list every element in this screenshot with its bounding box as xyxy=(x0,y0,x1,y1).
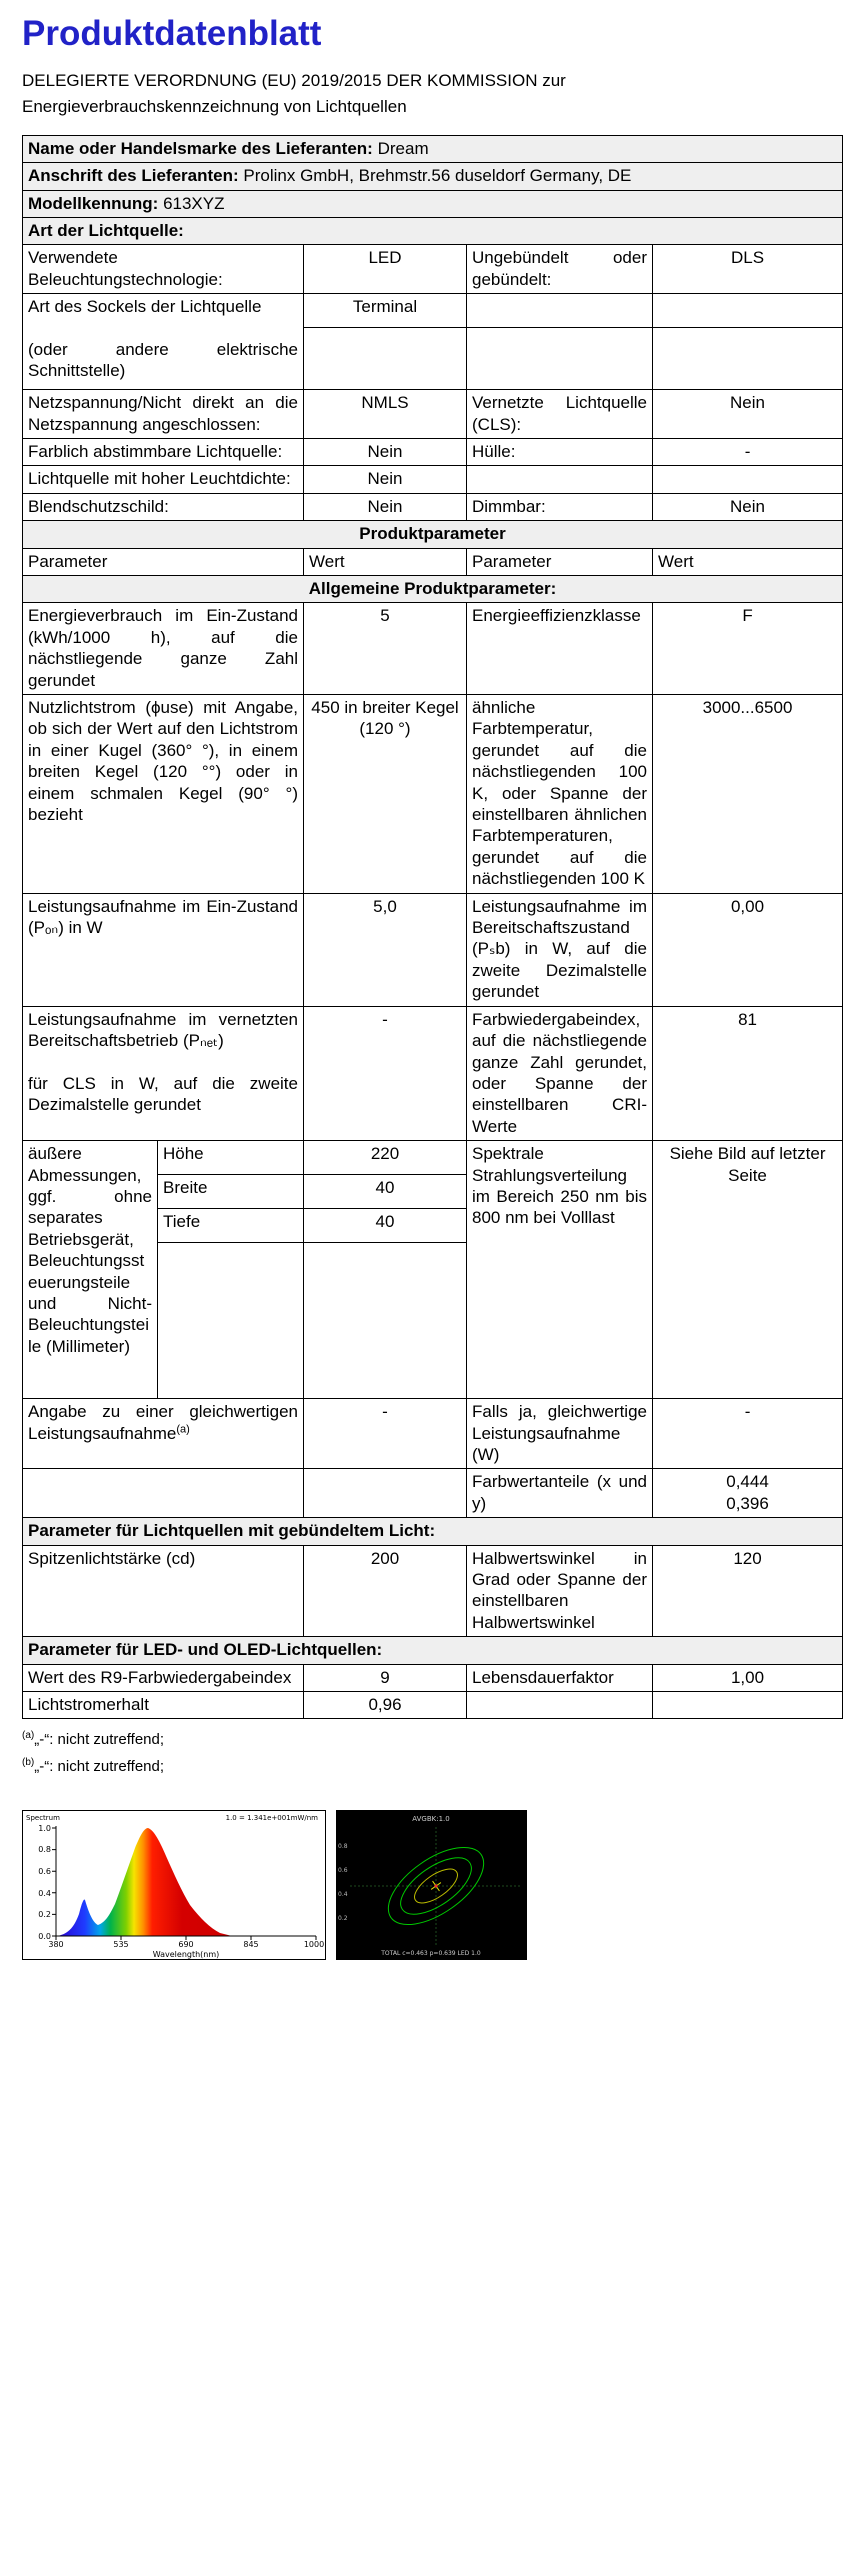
cct-label: ähnliche Farbtemperatur, gerundet auf die nächstliegenden 100 K, oder Spanne der einstellbaren ähnlichen Farbtemperaturen, gerundet auf die nächstliegenden 100 K xyxy=(467,695,653,894)
technology-row xyxy=(23,245,843,294)
product-parameters-title-row xyxy=(23,521,843,548)
page-title: Produktdatenblatt xyxy=(22,14,322,53)
width-value: 40 xyxy=(304,1175,467,1209)
model-id-cell xyxy=(23,190,843,217)
model-id-value: 613XYZ xyxy=(163,193,225,213)
r9-row xyxy=(23,1664,843,1691)
on-mode-power-value: 5,0 xyxy=(304,893,467,1006)
footnote-b-text: „-“: nicht zutreffend; xyxy=(34,1757,165,1775)
equivalent-power-label xyxy=(23,1399,304,1469)
networked-standby-value: - xyxy=(304,1006,467,1140)
peak-intensity-value: 200 xyxy=(304,1545,467,1637)
socket-label-line1: Art des Sockels der Lichtquelle xyxy=(28,297,262,317)
type-section-header: Art der Lichtquelle: xyxy=(23,217,843,244)
mains-value: NMLS xyxy=(304,390,467,439)
empty-cell xyxy=(304,328,467,390)
lifetime-factor-label: Lebensdauerfaktor xyxy=(467,1664,653,1691)
empty-cell xyxy=(653,294,843,328)
spectrum-ytick-3: 0.4 xyxy=(38,1888,51,1898)
envelope-label: Hülle: xyxy=(467,438,653,465)
empty-cell xyxy=(653,1692,843,1719)
column-headers-row xyxy=(23,548,843,575)
spectral-distribution-label: Spektrale Strahlungsverteilung im Bereich 250 nm bis 800 nm bei Volllast xyxy=(467,1141,653,1399)
spectrum-ytick-2: 0.6 xyxy=(38,1866,51,1876)
width-label: Breite xyxy=(158,1175,304,1209)
useful-flux-value: 450 in breiter Kegel (120 °) xyxy=(304,695,467,894)
socket-row xyxy=(23,294,843,328)
useful-flux-row xyxy=(23,695,843,894)
model-id-label: Modellkennung: xyxy=(28,193,159,213)
column-header-value-1: Wert xyxy=(304,548,467,575)
equivalent-power-footnote-mark: (a) xyxy=(176,1422,190,1435)
chromaticity-label: Farbwertanteile (x und y) xyxy=(467,1469,653,1518)
networked-standby-label-line1: Leistungsaufnahme im vernetzten Bereitschaftsbetrieb (Pₙₑₜ) xyxy=(28,1009,298,1051)
supplier-address-label: Anschrift des Lieferanten: xyxy=(28,166,239,186)
chromaticity-row xyxy=(23,1469,843,1518)
empty-cell xyxy=(467,466,653,493)
spectrum-ytick-5: 0.0 xyxy=(38,1931,51,1941)
socket-value: Terminal xyxy=(304,294,467,328)
footnote-b xyxy=(22,1754,842,1780)
product-parameters-title: Produktparameter xyxy=(23,521,843,548)
empty-cell xyxy=(304,1243,467,1399)
chromaticity-x: 0,444 xyxy=(726,1472,769,1492)
footnote-a-mark: (a) xyxy=(22,1730,35,1742)
figures-row xyxy=(22,1810,842,1960)
tunable-label: Farblich abstimmbare Lichtquelle: xyxy=(23,438,304,465)
cls-label: Vernetzte Lichtquelle (CLS): xyxy=(467,390,653,439)
model-id-row xyxy=(23,190,843,217)
supplier-address-value: Prolinx GmbH, Brehmstr.56 duseldorf Germany, DE xyxy=(243,166,632,186)
bundled-label: Ungebündelt oder gebündelt: xyxy=(467,245,653,294)
supplier-name-label: Name oder Handelsmarke des Lieferanten: xyxy=(28,138,373,158)
socket-label-line2: (oder andere elektrische Schnittstelle) xyxy=(28,339,298,380)
column-header-parameter-1: Parameter xyxy=(23,548,304,575)
technology-value: LED xyxy=(304,245,467,294)
directional-section-header-row xyxy=(23,1518,843,1545)
led-section-header: Parameter für LED- und OLED-Lichtquellen: xyxy=(23,1637,843,1664)
useful-flux-label: Nutzlichtstrom (ϕuse) mit Angabe, ob sich der Wert auf den Lichtstrom in einer Kugel (360° °), in einem breiten Kegel (120 °°) oder in einem schmalen Kegel (90° °) bezieht xyxy=(23,695,304,894)
beam-axis-label-1: 0.6 xyxy=(338,1866,348,1874)
glare-shield-row xyxy=(23,493,843,520)
equivalent-power-value: - xyxy=(304,1399,467,1469)
lumen-maintenance-label: Lichtstromerhalt xyxy=(23,1692,304,1719)
peak-intensity-label: Spitzenlichtstärke (cd) xyxy=(23,1545,304,1637)
supplier-name-value: Dream xyxy=(377,138,429,158)
regulation-subtitle-line2: Energieverbrauchskennzeichnung von Lichtquellen xyxy=(22,97,407,117)
general-parameters-header-row xyxy=(23,575,843,602)
energy-consumption-value: 5 xyxy=(304,603,467,695)
supplier-name-cell xyxy=(23,135,843,162)
beam-axis-label-3: 0.2 xyxy=(338,1914,348,1922)
beam-chart-title: AVGBK:1.0 xyxy=(412,1814,450,1823)
glare-shield-label: Blendschutzschild: xyxy=(23,493,304,520)
r9-label: Wert des R9-Farbwiedergabeindex xyxy=(23,1664,304,1691)
mains-row xyxy=(23,390,843,439)
networked-standby-row xyxy=(23,1006,843,1140)
footnotes xyxy=(22,1727,842,1780)
spectrum-xtick-2: 690 xyxy=(178,1939,194,1949)
technology-label: Verwendete Beleuchtungstechnologie: xyxy=(23,245,304,294)
chromaticity-value xyxy=(653,1469,843,1518)
directional-section-header: Parameter für Lichtquellen mit gebündeltem Licht: xyxy=(23,1518,843,1545)
spectrum-ytick-0: 1.0 xyxy=(38,1823,51,1833)
supplier-name-row xyxy=(23,135,843,162)
energy-consumption-row xyxy=(23,603,843,695)
dimensions-row xyxy=(23,1141,843,1175)
spectrum-xtick-3: 845 xyxy=(243,1939,259,1949)
r9-value: 9 xyxy=(304,1664,467,1691)
depth-label: Tiefe xyxy=(158,1209,304,1243)
beam-axis-label-0: 0.8 xyxy=(338,1842,348,1850)
spectrum-xlabel: Wavelength(nm) xyxy=(152,1949,220,1959)
spectrum-ytick-4: 0.2 xyxy=(38,1909,51,1919)
cri-label: Farbwiedergabeindex, auf die nächstliegende ganze Zahl gerundet, oder Spanne der einstellbaren CRI-Werte xyxy=(467,1006,653,1140)
spectral-distribution-value: Siehe Bild auf letzter Seite xyxy=(653,1141,843,1399)
height-label: Höhe xyxy=(158,1141,304,1175)
energy-class-value: F xyxy=(653,603,843,695)
led-section-header-row xyxy=(23,1637,843,1664)
beam-axis-label-2: 0.4 xyxy=(338,1890,348,1898)
lumen-maintenance-row xyxy=(23,1692,843,1719)
beam-chart-background xyxy=(336,1810,527,1960)
high-luminance-value: Nein xyxy=(304,466,467,493)
empty-cell xyxy=(467,294,653,328)
spectrum-xtick-4: 1000 xyxy=(303,1939,325,1949)
spectrum-xtick-0: 380 xyxy=(48,1939,64,1949)
empty-cell xyxy=(653,328,843,390)
empty-cell xyxy=(467,1692,653,1719)
footnote-a xyxy=(22,1727,842,1753)
spectrum-ytick-1: 0.8 xyxy=(38,1844,51,1854)
dimmable-label: Dimmbar: xyxy=(467,493,653,520)
depth-value: 40 xyxy=(304,1209,467,1243)
supplier-address-cell xyxy=(23,163,843,190)
equivalent-power-if-label: Falls ja, gleichwertige Leistungsaufnahme (W) xyxy=(467,1399,653,1469)
datasheet-table xyxy=(22,135,843,1720)
supplier-address-row xyxy=(23,163,843,190)
equivalent-power-row xyxy=(23,1399,843,1469)
empty-cell xyxy=(467,328,653,390)
lifetime-factor-value: 1,00 xyxy=(653,1664,843,1691)
beam-angle-value: 120 xyxy=(653,1545,843,1637)
general-parameters-header: Allgemeine Produktparameter: xyxy=(23,575,843,602)
height-value: 220 xyxy=(304,1141,467,1175)
high-luminance-row xyxy=(23,466,843,493)
tunable-value: Nein xyxy=(304,438,467,465)
mains-label: Netzspannung/Nicht direkt an die Netzspannung angeschlossen: xyxy=(23,390,304,439)
spectrum-title: Spectrum xyxy=(26,1813,60,1822)
equivalent-power-if-value: - xyxy=(653,1399,843,1469)
high-luminance-label: Lichtquelle mit hoher Leuchtdichte: xyxy=(23,466,304,493)
chromaticity-y: 0,396 xyxy=(726,1493,769,1513)
standby-power-label: Leistungsaufnahme im Bereitschaftszustand (Pₛb) in W, auf die zweite Dezimalstelle gerundet xyxy=(467,893,653,1006)
bundled-value: DLS xyxy=(653,245,843,294)
envelope-value: - xyxy=(653,438,843,465)
networked-standby-label-line2: für CLS in W, auf die zweite Dezimalstelle gerundet xyxy=(28,1073,298,1114)
beam-chart-footer: TOTAL c=0.463 p=0.639 LED 1.0 xyxy=(381,1949,481,1957)
beam-angle-label: Halbwertswinkel in Grad oder Spanne der einstellbaren Halbwertswinkel xyxy=(467,1545,653,1637)
on-mode-power-label: Leistungsaufnahme im Ein-Zustand (Pₒₙ) in W xyxy=(23,893,304,1006)
glare-shield-value: Nein xyxy=(304,493,467,520)
peak-intensity-row xyxy=(23,1545,843,1637)
cls-value: Nein xyxy=(653,390,843,439)
lumen-maintenance-value: 0,96 xyxy=(304,1692,467,1719)
column-header-parameter-2: Parameter xyxy=(467,548,653,575)
regulation-subtitle xyxy=(22,68,842,121)
spectrum-xtick-1: 535 xyxy=(113,1939,129,1949)
equivalent-power-label-text: Angabe zu einer gleichwertigen Leistungsaufnahme xyxy=(28,1402,298,1443)
spectrum-chart xyxy=(22,1810,326,1960)
spectrum-scale-note: 1.0 = 1.341e+001mW/nm xyxy=(225,1813,318,1822)
regulation-subtitle-line1: DELEGIERTE VERORDNUNG (EU) 2019/2015 DER KOMMISSION zur xyxy=(22,71,566,90)
networked-standby-label xyxy=(23,1006,304,1140)
empty-cell xyxy=(23,1469,304,1518)
standby-power-value: 0,00 xyxy=(653,893,843,1006)
footnote-b-mark: (b) xyxy=(22,1756,35,1768)
on-mode-power-row xyxy=(23,893,843,1006)
dimmable-value: Nein xyxy=(653,493,843,520)
cct-value: 3000...6500 xyxy=(653,695,843,894)
tunable-row xyxy=(23,438,843,465)
dimensions-label: äußere Abmessungen, ggf. ohne separates Betriebsgerät, Beleuchtungssteuerungsteile und Nicht-Beleuchtungsteile (Millimeter) xyxy=(23,1141,158,1399)
energy-consumption-label: Energieverbrauch im Ein-Zustand (kWh/1000 h), auf die nächstliegende ganze Zahl gerundet xyxy=(23,603,304,695)
socket-label xyxy=(23,294,304,390)
empty-cell xyxy=(304,1469,467,1518)
empty-cell xyxy=(158,1243,304,1399)
type-section-header-row xyxy=(23,217,843,244)
energy-class-label: Energieeffizienzklasse xyxy=(467,603,653,695)
footnote-a-text: „-“: nicht zutreffend; xyxy=(34,1731,165,1749)
empty-cell xyxy=(653,466,843,493)
beam-contour-chart xyxy=(336,1810,527,1960)
cri-value: 81 xyxy=(653,1006,843,1140)
column-header-value-2: Wert xyxy=(653,548,843,575)
